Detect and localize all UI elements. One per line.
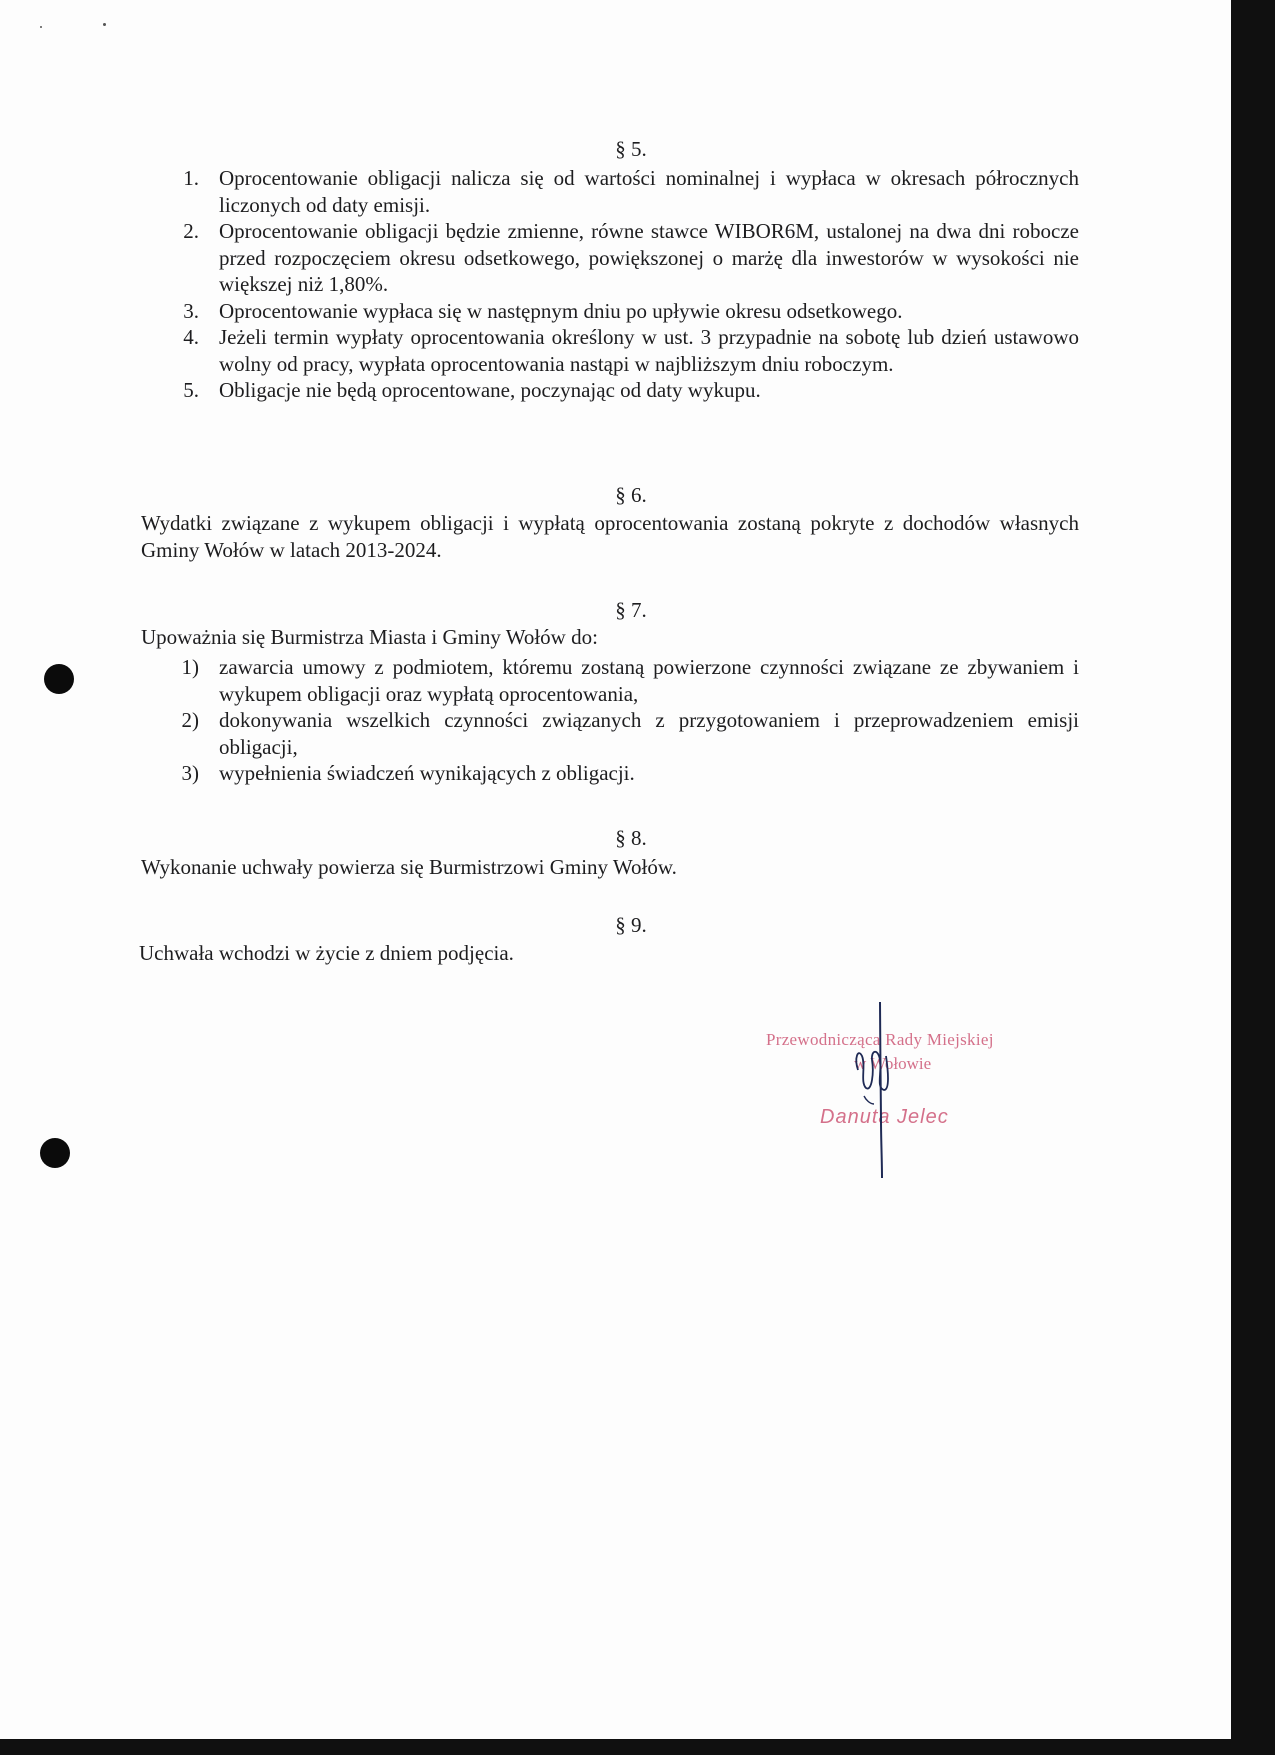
section-8-text: Wykonanie uchwały powierza się Burmistrzowi Gminy Wołów. bbox=[141, 855, 677, 879]
section-6-heading: § 6. bbox=[615, 483, 647, 507]
handwritten-signature bbox=[836, 1000, 916, 1180]
list-item-text: Oprocentowanie wypłaca się w następnym dniu po upływie okresu odsetkowego. bbox=[219, 298, 903, 323]
section-5-heading: § 5. bbox=[615, 137, 647, 161]
list-item-number: 3. bbox=[183, 298, 199, 323]
list-item-number: 5. bbox=[183, 378, 199, 402]
section-6-text: Wydatki związane z wykupem obligacji i wypłatą oprocentowania zostaną pokryte z dochodów własnych Gminy Wołów w latach 2013-2024. bbox=[141, 511, 1079, 562]
section-9-text: Uchwała wchodzi w życie z dniem podjęcia. bbox=[139, 941, 514, 965]
stamp-name: Danuta Jelec bbox=[820, 1106, 949, 1128]
list-item-text: Oprocentowanie obligacji nalicza się od wartości nominalnej i wypłaca w okresach półrocznych liczonych od daty emisji. bbox=[219, 166, 1079, 217]
section-5-list bbox=[175, 165, 1079, 404]
list-item-text: Obligacje nie będą oprocentowane, poczynając od daty wykupu. bbox=[219, 378, 761, 402]
scan-speck bbox=[40, 26, 42, 28]
list-item-text: dokonywania wszelkich czynności związanych z przygotowaniem i przeprowadzeniem emisji obligacji, bbox=[219, 708, 1079, 759]
list-item-text: Oprocentowanie obligacji będzie zmienne, równe stawce WIBOR6M, ustalonej na dwa dni robocze przed rozpoczęciem okresu odsetkowego, powiększonej o marżę dla inwestorów w wysokości nie większej niż 1,80%. bbox=[219, 219, 1079, 296]
list-item-number: 4. bbox=[183, 325, 199, 349]
list-item bbox=[175, 760, 1079, 787]
punch-hole bbox=[40, 1138, 70, 1168]
list-item bbox=[175, 324, 1079, 377]
list-item-number: 2. bbox=[183, 219, 199, 243]
section-9-heading: § 9. bbox=[615, 913, 647, 937]
section-7-intro: Upoważnia się Burmistrza Miasta i Gminy Wołów do: bbox=[141, 625, 598, 649]
list-item bbox=[175, 218, 1079, 298]
list-item bbox=[175, 707, 1079, 760]
scanner-border-bottom bbox=[0, 1739, 1275, 1755]
list-item bbox=[175, 377, 1079, 404]
scan-speck bbox=[103, 23, 106, 26]
list-item-number: 1. bbox=[183, 166, 199, 190]
list-item-text: zawarcia umowy z podmiotem, któremu zostaną powierzone czynności związane ze zbywaniem i wykupem obligacji oraz wypłatą oprocentowania, bbox=[219, 655, 1079, 706]
list-item-number: 2) bbox=[181, 708, 199, 732]
section-8-heading: § 8. bbox=[615, 826, 647, 850]
list-item bbox=[175, 654, 1079, 707]
list-item-number: 1) bbox=[181, 655, 199, 679]
section-7-list bbox=[175, 654, 1079, 787]
list-item bbox=[175, 298, 1079, 325]
list-item-number: 3) bbox=[181, 761, 199, 785]
stamp-place: w Wołowie bbox=[854, 1054, 932, 1073]
section-7-heading: § 7. bbox=[615, 598, 647, 622]
stamp-title: Przewodnicząca Rady Miejskiej bbox=[766, 1030, 994, 1049]
punch-hole bbox=[44, 664, 74, 694]
list-item bbox=[175, 165, 1079, 218]
scanner-border-right bbox=[1231, 0, 1275, 1755]
list-item-text: Jeżeli termin wypłaty oprocentowania określony w ust. 3 przypadnie na sobotę lub dzień ustawowo wolny od pracy, wypłata oprocentowania nastąpi w najbliższym dniu roboczym. bbox=[219, 325, 1079, 376]
list-item-text: wypełnienia świadczeń wynikających z obligacji. bbox=[219, 761, 635, 785]
